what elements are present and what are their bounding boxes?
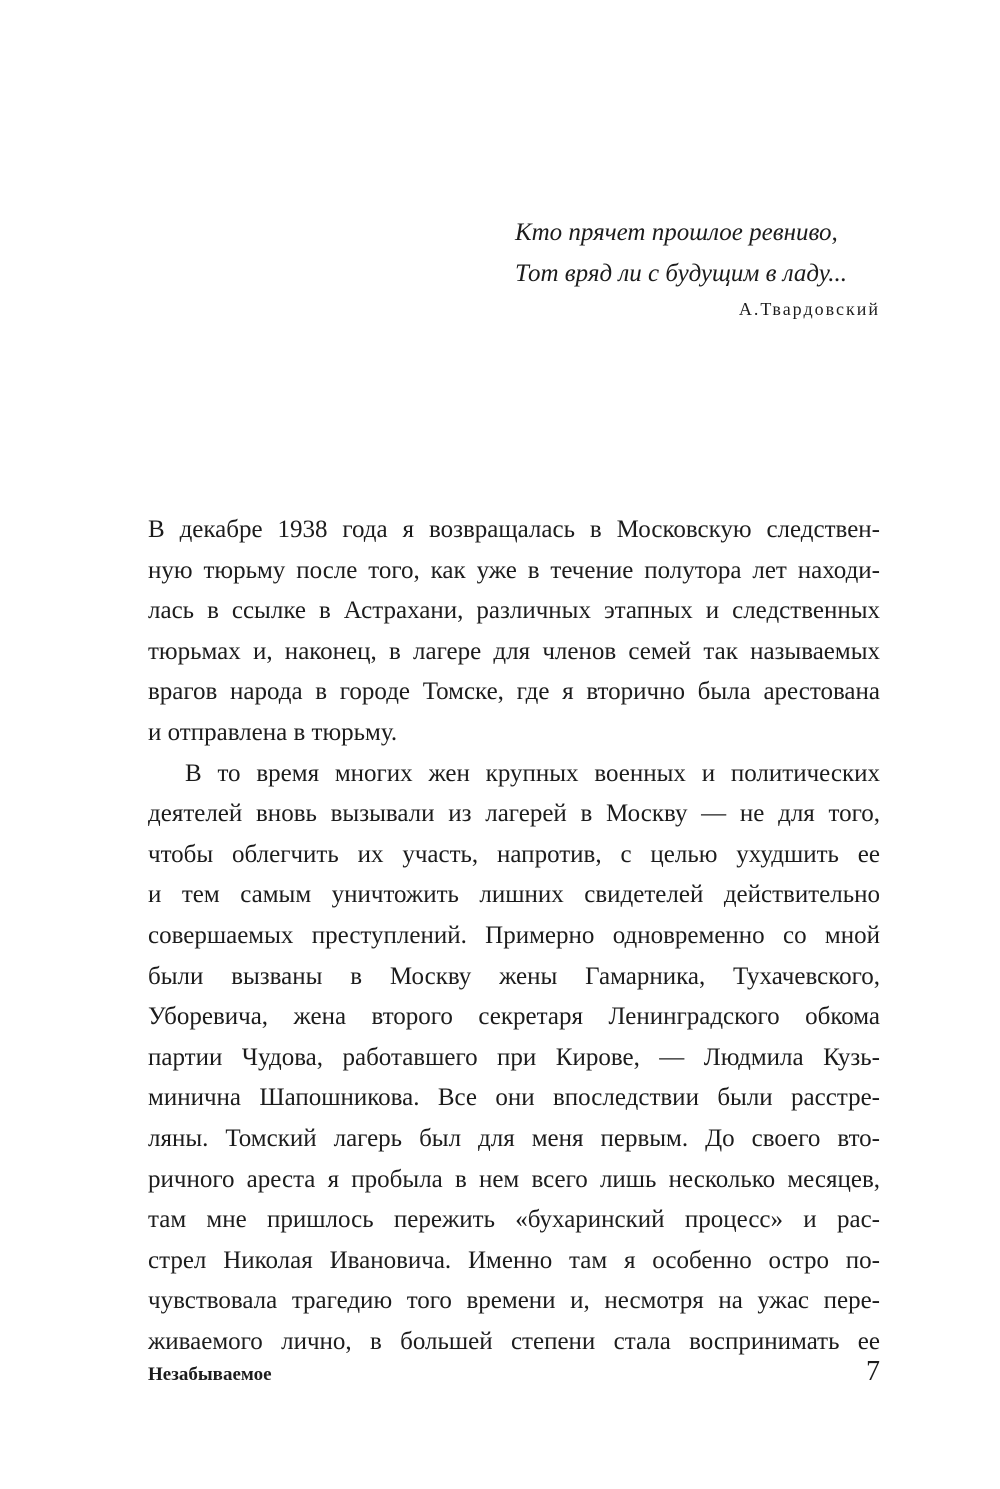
text-line: чтобы облегчить их участь, напротив, с целью ухудшить ее xyxy=(148,840,880,868)
text-line: врагов народа в городе Томске, где я вторично была арестована xyxy=(148,678,880,706)
text-line: живаемого лично, в большей степени стала воспринимать ее xyxy=(148,1327,880,1355)
text-line: совершаемых преступлений. Примерно одновременно со мной xyxy=(148,921,880,949)
text-line: В декабре 1938 года я возвращалась в Московскую следствен- xyxy=(148,516,880,543)
text-line: стрел Николая Ивановича. Именно там я особенно остро по- xyxy=(148,1246,880,1274)
epigraph-line: Кто прячет прошлое ревниво, xyxy=(515,219,838,246)
text-line: ную тюрьму после того, как уже в течение полутора лет находи- xyxy=(148,556,880,584)
text-line: и тем самым уничтожить лишних свидетелей действительно xyxy=(148,881,880,909)
page-number: 7 xyxy=(866,1356,880,1387)
text-line: были вызваны в Москву жены Гамарника, Тухачевского, xyxy=(148,962,880,990)
text-line: ричного ареста я пробыла в нем всего лишь несколько месяцев, xyxy=(148,1165,880,1193)
body-text xyxy=(148,510,880,1362)
text-line: В то время многих жен крупных военных и политических xyxy=(185,759,880,787)
text-line: тюрьмах и, наконец, в лагере для членов семей так называемых xyxy=(148,637,880,665)
epigraph-line: Тот вряд ли с будущим в ладу... xyxy=(515,260,847,287)
running-footer-title: Незабываемое xyxy=(148,1364,272,1385)
epigraph xyxy=(515,212,880,322)
text-line: чувствовала трагедию того времени и, несмотря на ужас пере- xyxy=(148,1287,880,1315)
text-line: ляны. Томский лагерь был для меня первым. До своего вто- xyxy=(148,1124,880,1152)
text-line: Уборевича, жена второго секретаря Ленинградского обкома xyxy=(148,1003,880,1031)
text-line: минична Шапошникова. Все они впоследствии были расстре- xyxy=(148,1084,880,1112)
text-line: лась в ссылке в Астрахани, различных этапных и следственных xyxy=(148,597,880,625)
text-line: и отправлена в тюрьму. xyxy=(148,718,398,746)
epigraph-author: А.Твардовский xyxy=(738,299,880,319)
text-line: деятелей вновь вызывали из лагерей в Москву — не для того, xyxy=(148,800,880,828)
text-line: там мне пришлось пережить «бухаринский процесс» и рас- xyxy=(148,1206,880,1234)
text-line: партии Чудова, работавшего при Кирове, — Людмила Кузь- xyxy=(148,1043,880,1071)
